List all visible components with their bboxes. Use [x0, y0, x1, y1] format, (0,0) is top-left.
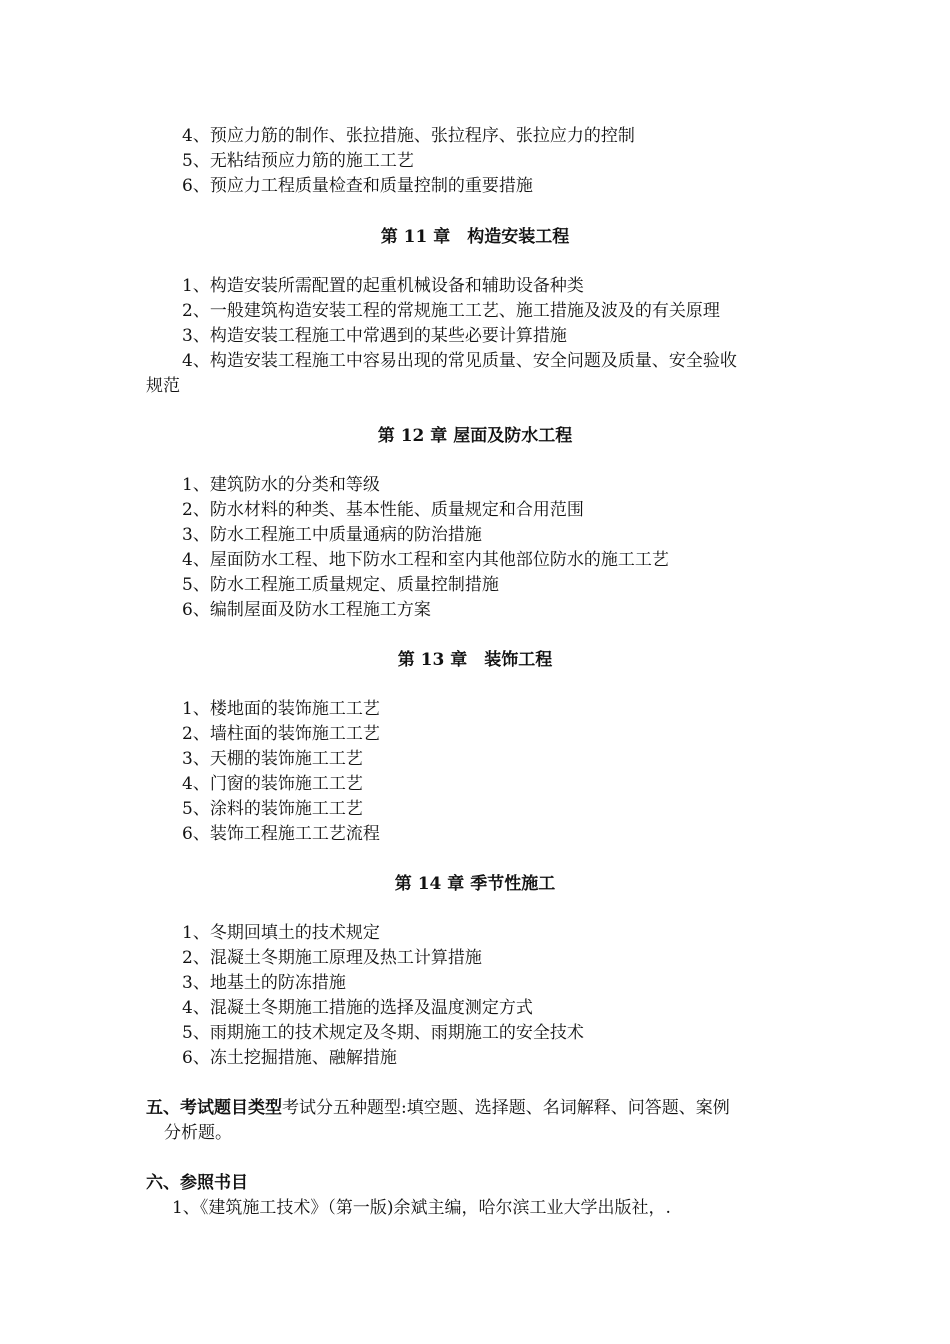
list-item: 5、雨期施工的技术规定及冬期、雨期施工的安全技术 [182, 1023, 584, 1043]
chapter-11-heading: 第 11 章 构造安装工程 [380, 227, 570, 247]
list-item: 3、构造安装工程施工中常遇到的某些必要计算措施 [182, 326, 567, 346]
section-5-title: 五、考试题目类型 [146, 1098, 282, 1118]
section-5-paragraph [146, 1096, 730, 1120]
list-item: 5、涂料的装饰施工工艺 [182, 799, 363, 819]
list-item: 2、混凝土冬期施工原理及热工计算措施 [182, 948, 482, 968]
list-item: 3、地基土的防冻措施 [182, 973, 346, 993]
list-item: 2、墙柱面的装饰施工工艺 [182, 724, 380, 744]
chapter-13-heading: 第 13 章 装饰工程 [397, 650, 553, 670]
list-item: 6、装饰工程施工工艺流程 [182, 824, 380, 844]
list-item: 1、建筑防水的分类和等级 [182, 475, 380, 495]
list-item: 6、编制屋面及防水工程施工方案 [182, 600, 431, 620]
reference-item: 1、《建筑施工技术》（第一版)余斌主编，哈尔滨工业大学出版社，. [172, 1198, 671, 1218]
list-item: 5、无粘结预应力筋的施工工艺 [182, 151, 414, 171]
list-item: 4、门窗的装饰施工工艺 [182, 774, 363, 794]
list-item: 4、构造安装工程施工中容易出现的常见质量、安全问题及质量、安全验收 [182, 351, 737, 371]
chapter-14-heading: 第 14 章 季节性施工 [394, 874, 556, 894]
list-item: 4、混凝土冬期施工措施的选择及温度测定方式 [182, 998, 533, 1018]
list-item: 2、一般建筑构造安装工程的常规施工工艺、施工措施及波及的有关原理 [182, 301, 720, 321]
list-item: 1、冬期回填土的技术规定 [182, 923, 380, 943]
list-item: 1、楼地面的装饰施工工艺 [182, 699, 380, 719]
list-item: 6、冻土挖掘措施、融解措施 [182, 1048, 397, 1068]
list-item: 1、构造安装所需配置的起重机械设备和辅助设备种类 [182, 276, 584, 296]
list-item: 3、防水工程施工中质量通病的防治措施 [182, 525, 482, 545]
list-item: 4、预应力筋的制作、张拉措施、张拉程序、张拉应力的控制 [182, 126, 635, 146]
section-6-title: 六、参照书目 [146, 1173, 248, 1193]
list-item: 2、防水材料的种类、基本性能、质量规定和合用范围 [182, 500, 584, 520]
section-5-text: 考试分五种题型:填空题、选择题、名词解释、问答题、案例 [282, 1098, 730, 1118]
list-item-continuation: 规范 [146, 376, 180, 396]
list-item: 6、预应力工程质量检查和质量控制的重要措施 [182, 176, 533, 196]
chapter-12-heading: 第 12 章 屋面及防水工程 [377, 426, 573, 446]
list-item: 5、防水工程施工质量规定、质量控制措施 [182, 575, 499, 595]
section-5-text-continuation: 分析题。 [164, 1123, 232, 1143]
list-item: 4、屋面防水工程、地下防水工程和室内其他部位防水的施工工艺 [182, 550, 669, 570]
list-item: 3、天棚的装饰施工工艺 [182, 749, 363, 769]
